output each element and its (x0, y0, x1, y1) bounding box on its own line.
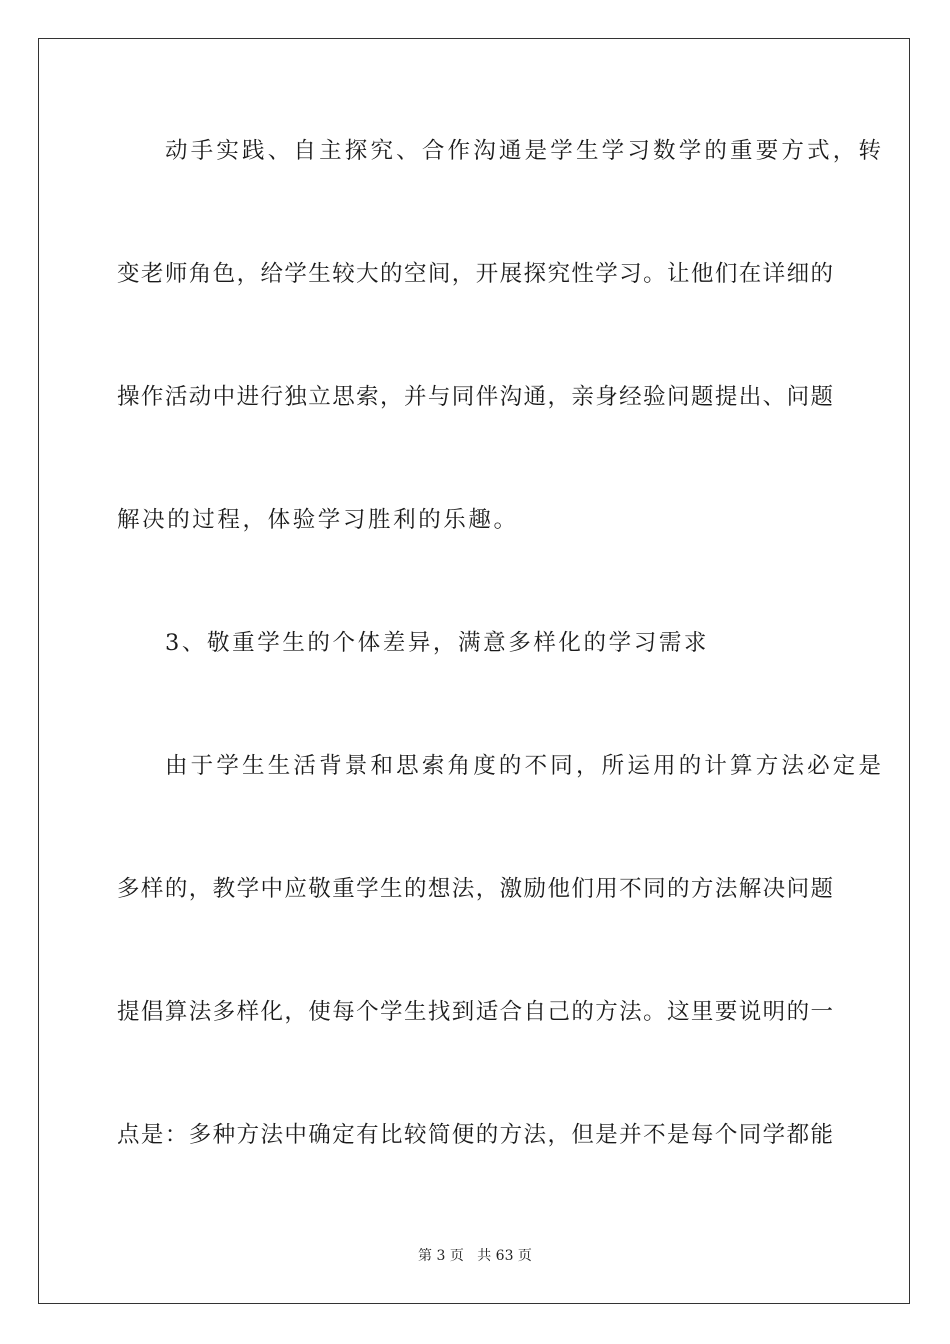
paragraph-3-line-2: 多样的，教学中应敬重学生的想法，激励他们用不同的方法解决问题 (117, 876, 833, 902)
paragraph-1-line-4: 解决的过程，体验学习胜利的乐趣。 (117, 507, 519, 533)
total-pages: 共 63 页 (477, 1248, 532, 1264)
page-border (38, 38, 910, 1304)
paragraph-1-line-1: 动手实践、自主探究、合作沟通是学生学习数学的重要方式，转 (165, 138, 881, 164)
paragraph-3-line-1: 由于学生生活背景和思索角度的不同，所运用的计算方法必定是 (165, 753, 881, 779)
page-footer (0, 1247, 950, 1265)
paragraph-3-line-4: 点是：多种方法中确定有比较简便的方法，但是并不是每个同学都能 (117, 1122, 833, 1148)
page-number: 第 3 页 (418, 1248, 464, 1264)
paragraph-1-line-2: 变老师角色，给学生较大的空间，开展探究性学习。让他们在详细的 (117, 261, 833, 287)
paragraph-3-line-3: 提倡算法多样化，使每个学生找到适合自己的方法。这里要说明的一 (117, 999, 833, 1025)
paragraph-1-line-3: 操作活动中进行独立思索，并与同伴沟通，亲身经验问题提出、问题 (117, 384, 833, 410)
section-heading: 3、敬重学生的个体差异，满意多样化的学习需求 (165, 630, 710, 656)
